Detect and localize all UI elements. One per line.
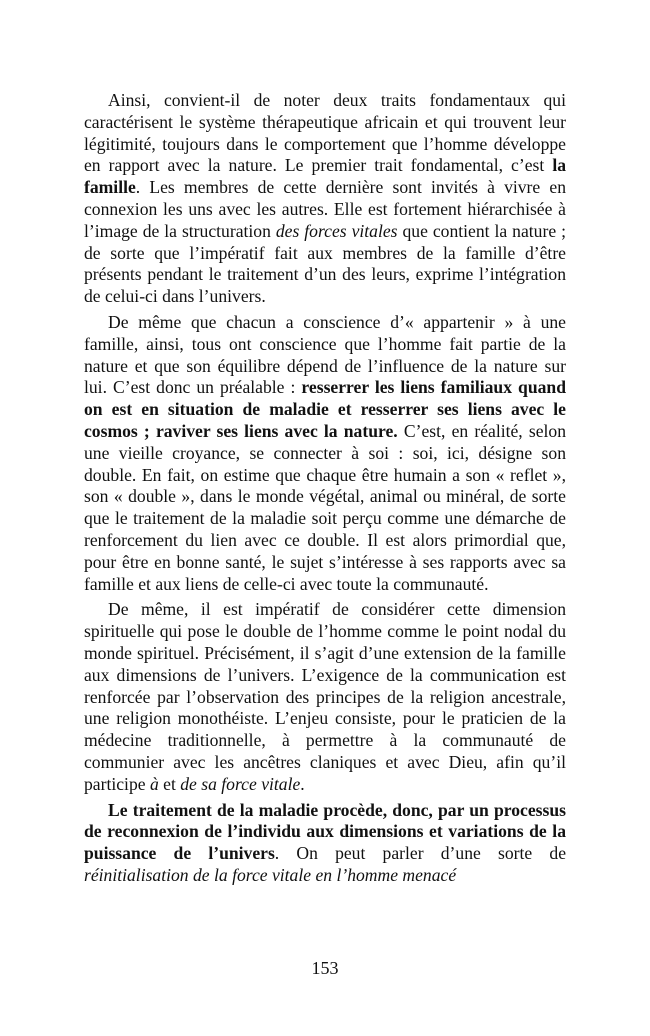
italic-run: des forces vitales xyxy=(275,220,398,241)
page-number: 153 xyxy=(311,958,339,978)
text-run: et xyxy=(158,773,181,794)
text-run: De même, il est impératif de considérer cette dimension spirituelle qui pose le double de l’homme comme le point nodal du monde spirituel. Précisément, il s’agit d’une extension de la famille aux dimensions de l’univers. L’exigence de la communication est renforcée par l’observation des principes de la religion ancestrale, une religion monothéiste. L’enjeu consiste, pour le praticien de la médecine traditionnelle, à permettre à la communauté de communier avec les ancêtres claniques et avec Dieu, afin qu’il participe xyxy=(84,599,566,794)
bold-run: la famille xyxy=(84,155,566,198)
text-run: . Les membres de cette dernière sont invités à vivre en connexion les uns avec les autres. Elle est fortement hiérarchisée à l’image de la structuration xyxy=(84,177,566,241)
document-body xyxy=(84,90,566,891)
bold-run: Le traitement de la maladie procède, donc, par un processus de reconnexion de l’individu aux dimensions et variations de la puissance de l’univers xyxy=(84,799,566,864)
italic-run: de sa force vitale xyxy=(180,773,301,794)
paragraph-1 xyxy=(84,90,566,308)
text-run: C’est, en réalité, selon une vieille croyance, se connecter à soi : soi, ici, désigne son double. En fait, on estime que chaque être humain a son « reflet », son « double », dans le monde végétal, animal ou minéral, de sorte que le traitement de la maladie soit perçu comme une démarche de renforcement du lien avec ce double. Il est alors primordial que, pour être en bonne santé, le sujet s’intéresse à ses rapports avec sa famille et aux liens de celle-ci avec toute la communauté. xyxy=(84,420,566,594)
bold-run: resserrer les liens familiaux quand on est en situation de maladie et resserrer ses liens avec le cosmos ; raviver ses liens avec la nature. xyxy=(84,377,566,441)
paragraph-4 xyxy=(84,800,566,887)
text-run: . On peut parler d’une sorte de xyxy=(274,843,566,864)
italic-run: réinitialisation de la force vitale en l’homme menacé xyxy=(84,864,457,885)
text-run: . xyxy=(300,773,305,794)
italic-run: à xyxy=(149,773,159,794)
text-run: que contient la nature ; de sorte que l’impératif fait aux membres de la famille d’être présents pendant le traitement d’un des leurs, exprime l’intégration de celui-ci dans l’univers. xyxy=(84,220,566,307)
text-run: Ainsi, convient-il de noter deux traits fondamentaux qui caractérisent le système thérapeutique africain et qui trouvent leur légitimité, toujours dans le comportement que l’homme développe en rapport avec la nature. Le premier trait fondamental, c’est xyxy=(84,90,566,176)
paragraph-2 xyxy=(84,312,566,595)
paragraph-3 xyxy=(84,599,566,795)
text-run: De même que chacun a conscience d’« appartenir » à une famille, ainsi, tous ont conscience que l’homme fait partie de la nature et que son équilibre dépend de l’influence de la nature sur lui. C’est donc un préalable : xyxy=(84,311,566,398)
